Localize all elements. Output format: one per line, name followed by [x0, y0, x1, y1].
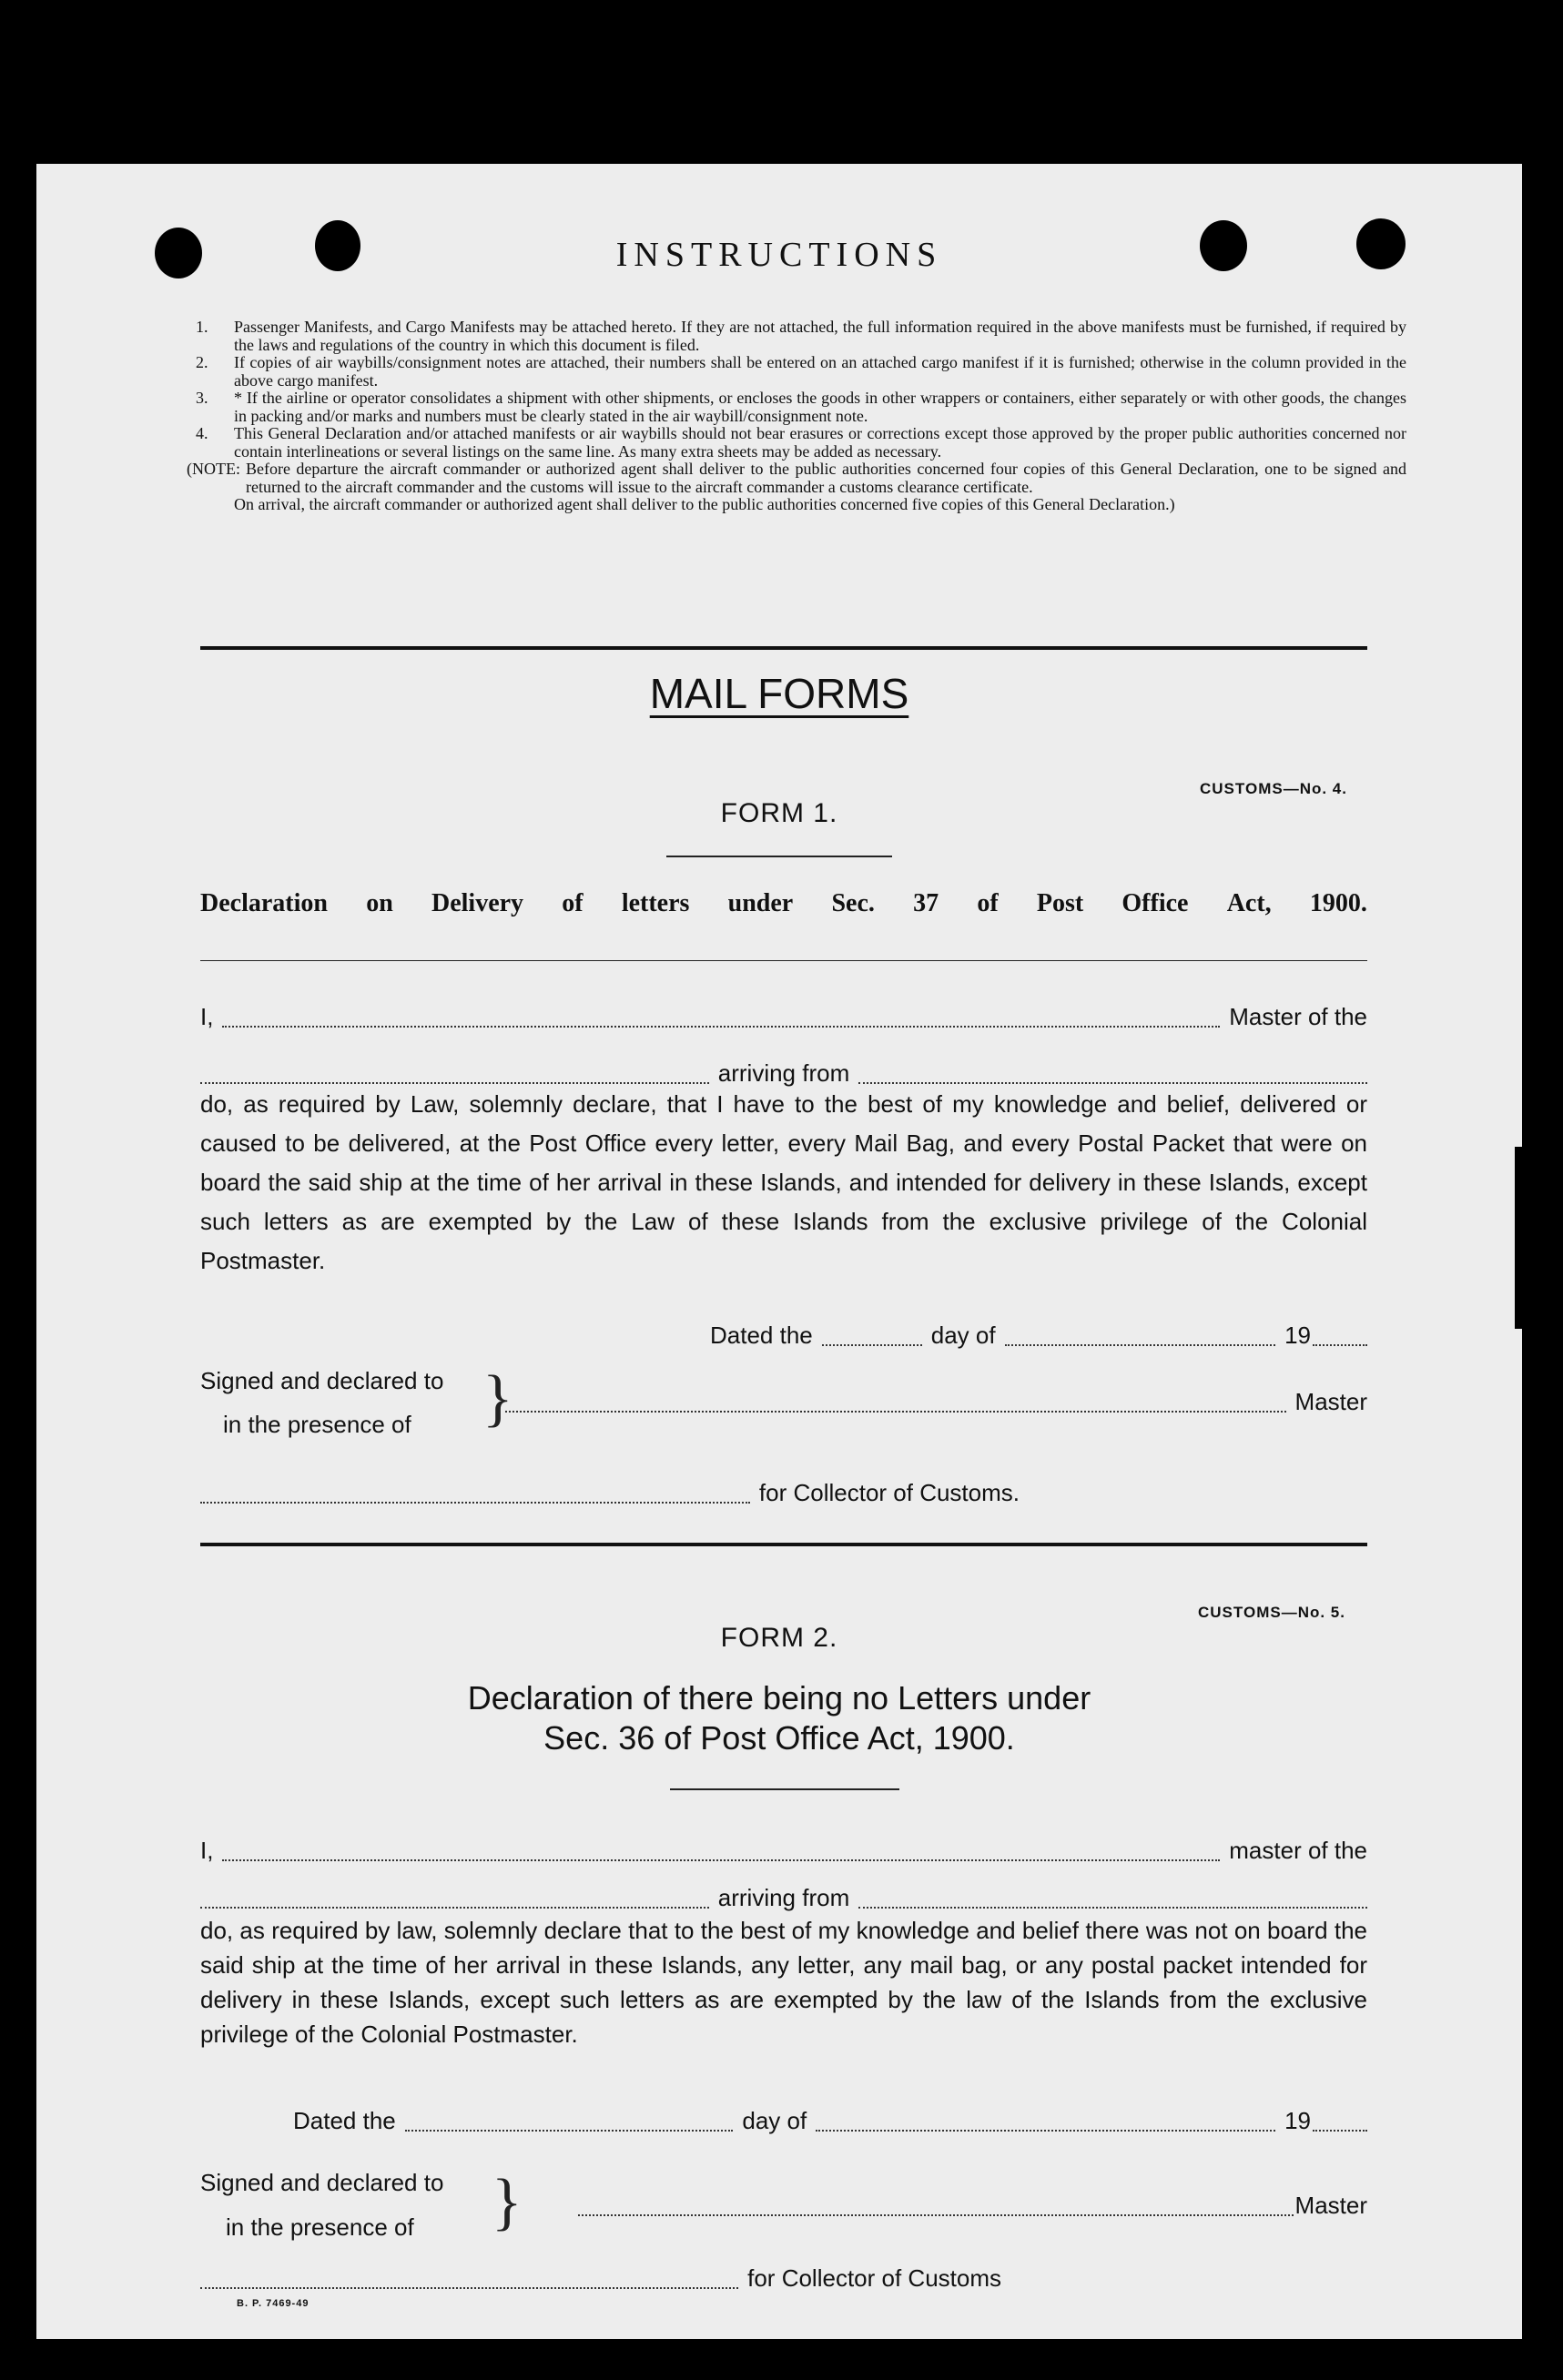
form2-collector-line — [200, 2264, 1001, 2293]
decl-word: of — [977, 889, 999, 917]
instruction-number: 4. — [196, 424, 208, 442]
decl-word: on — [366, 889, 393, 917]
dated-the-label: Dated the — [293, 2107, 396, 2134]
form1-signed-line2: in the presence of — [223, 1411, 411, 1438]
year-label: 19 — [1284, 1322, 1311, 1349]
decl-word: 1900. — [1309, 889, 1367, 917]
day-of-label: day of — [930, 1322, 996, 1349]
line-prefix: I, — [200, 1003, 214, 1030]
form2-date-line — [293, 2107, 1367, 2135]
form2-customs-number: CUSTOMS—No. 5. — [1198, 1604, 1345, 1621]
note-text-1: Before departure the aircraft commander or authorized agent shall deliver to the public authorities concerned four copies of this General Declaration, one to be signed and returned to the aircraft commander and the customs will issue to the aircraft commander a customs clearance certificate. — [245, 460, 1406, 496]
date-year-blank[interactable] — [1313, 1344, 1367, 1346]
form1-declaration-divider — [200, 960, 1367, 961]
decl-word: Delivery — [431, 889, 524, 917]
date-day-blank[interactable] — [822, 1344, 922, 1346]
form1-brace: } — [482, 1363, 513, 1433]
form1-signed-line1: Signed and declared to — [200, 1367, 444, 1394]
form2-title-underline — [670, 1788, 899, 1790]
mail-forms-title: MAIL FORMS — [649, 670, 909, 717]
instruction-text: Passenger Manifests, and Cargo Manifests may be attached hereto. If they are not attached, the full information required in the above manifests must be furnished, if required by the laws and regulations of the country in which this document is filed. — [234, 318, 1406, 354]
instructions-title: INSTRUCTIONS — [615, 236, 943, 274]
decl-word: letters — [621, 889, 690, 917]
form1-label: FORM 1. — [720, 798, 838, 828]
form2-ship-line — [200, 1884, 1367, 1912]
forms-divider — [200, 1543, 1367, 1546]
form2-master-line — [578, 2192, 1367, 2220]
form2-signed-line2: in the presence of — [226, 2213, 414, 2241]
form1-name-line — [200, 1003, 1367, 1031]
collector-signature-blank[interactable] — [200, 1502, 750, 1504]
date-month-blank[interactable] — [816, 2130, 1275, 2132]
decl-word: Sec. — [831, 889, 875, 917]
instruction-item-4 — [196, 425, 1406, 461]
instructions-list — [187, 318, 1406, 514]
form2-name-line — [200, 1837, 1367, 1865]
note-prefix: (NOTE: — [187, 460, 240, 478]
name-blank[interactable] — [222, 1859, 1220, 1861]
instructions-divider — [200, 646, 1367, 650]
form-print-code: B. P. 7469-49 — [237, 2298, 310, 2309]
form1-date-line — [710, 1322, 1367, 1350]
instruction-item-3 — [196, 390, 1406, 425]
form1-ship-line — [200, 1059, 1367, 1088]
master-signature-blank[interactable] — [578, 2214, 1294, 2216]
note-text-2: On arrival, the aircraft commander or authorized agent shall deliver to the public authorities concerned five copies of this General Declaration.) — [234, 495, 1175, 513]
collector-signature-blank[interactable] — [200, 2287, 738, 2289]
origin-blank[interactable] — [858, 1907, 1367, 1909]
ship-blank[interactable] — [200, 1082, 709, 1084]
form2-brace: } — [492, 2167, 523, 2237]
master-label: Master — [1294, 2192, 1367, 2219]
form1-collector-line — [200, 1479, 1020, 1507]
ship-blank[interactable] — [200, 1907, 709, 1909]
form1-declaration-title — [200, 889, 1367, 918]
instruction-number: 2. — [196, 353, 208, 371]
decl-word: Act, — [1226, 889, 1272, 917]
scan-mark-right — [1515, 1147, 1522, 1329]
line-prefix: I, — [200, 1837, 214, 1864]
date-month-blank[interactable] — [1005, 1344, 1276, 1346]
decl-word: of — [562, 889, 584, 917]
instruction-number: 3. — [196, 389, 208, 407]
line-suffix: master of the — [1229, 1837, 1367, 1864]
decl-word: Office — [1122, 889, 1189, 917]
instruction-note-2 — [196, 496, 1406, 514]
instruction-item-2 — [196, 354, 1406, 390]
form1-paragraph: do, as required by Law, solemnly declare, that I have to the best of my knowledge and belief, delivered or caused to be delivered, at the Post Office every letter, every Mail Bag, and every Postal Packet that were on board the said ship at the time of her arrival in these Islands, and intended for delivery in these Islands, except such letters as are exempted by the Law of these Islands from the exclusive privilege of the Colonial Postmaster. — [200, 1090, 1367, 1274]
name-blank[interactable] — [222, 1026, 1220, 1028]
form2-declaration-line2: Sec. 36 of Post Office Act, 1900. — [543, 1719, 1015, 1757]
form2-declaration-line1: Declaration of there being no Letters under — [467, 1679, 1091, 1717]
instruction-text: * If the airline or operator consolidates a shipment with other shipments, or encloses the goods in other wrappers or containers, either separately or with other goods, the changes in packing and/or marks and numbers must be clearly stated in the air waybill/consignment note. — [234, 389, 1406, 425]
day-of-label: day of — [742, 2107, 807, 2134]
form1-master-line — [505, 1388, 1367, 1416]
form1-label-underline — [666, 856, 892, 857]
instruction-text: This General Declaration and/or attached manifests or air waybills should not bear erasures or corrections except those approved by the proper public authorities concerned nor contain interlineations or several listings on the same line. As many extra sheets may be added as necessary. — [234, 424, 1406, 461]
arriving-from-label: arriving from — [717, 1884, 850, 1911]
decl-word: under — [727, 889, 794, 917]
origin-blank[interactable] — [858, 1082, 1367, 1084]
instruction-text: If copies of air waybills/consignment notes are attached, their numbers shall be entered on an attached cargo manifest if it is furnished; otherwise in the column provided in the above cargo manifest. — [234, 353, 1406, 390]
form2-paragraph: do, as required by law, solemnly declare that to the best of my knowledge and belief there was not on board the said ship at the time of her arrival in these Islands, any letter, any mail bag, or any postal packet intended for delivery in these Islands, except such letters as are exempted by the law of the Islands from the exclusive privilege of the Colonial Postmaster. — [200, 1917, 1367, 2048]
line-suffix: Master of the — [1229, 1003, 1367, 1030]
instruction-note — [187, 460, 1406, 496]
document-page — [36, 164, 1522, 2339]
form1-customs-number: CUSTOMS—No. 4. — [1200, 780, 1347, 797]
year-label: 19 — [1284, 2107, 1311, 2134]
decl-word: Declaration — [200, 889, 328, 917]
collector-label: for Collector of Customs — [747, 2264, 1001, 2292]
dated-the-label: Dated the — [710, 1322, 813, 1349]
instruction-number: 1. — [196, 318, 208, 336]
master-label: Master — [1294, 1388, 1367, 1415]
form2-signed-line1: Signed and declared to — [200, 2169, 444, 2196]
arriving-from-label: arriving from — [717, 1059, 850, 1087]
note-indent — [196, 496, 234, 514]
decl-word: 37 — [913, 889, 939, 917]
form2-label: FORM 2. — [720, 1623, 838, 1653]
date-day-blank[interactable] — [405, 2130, 734, 2132]
decl-word: Post — [1036, 889, 1084, 917]
date-year-blank[interactable] — [1313, 2130, 1367, 2132]
collector-label: for Collector of Customs. — [758, 1479, 1020, 1506]
instruction-item-1 — [196, 319, 1406, 354]
master-signature-blank[interactable] — [505, 1411, 1286, 1413]
